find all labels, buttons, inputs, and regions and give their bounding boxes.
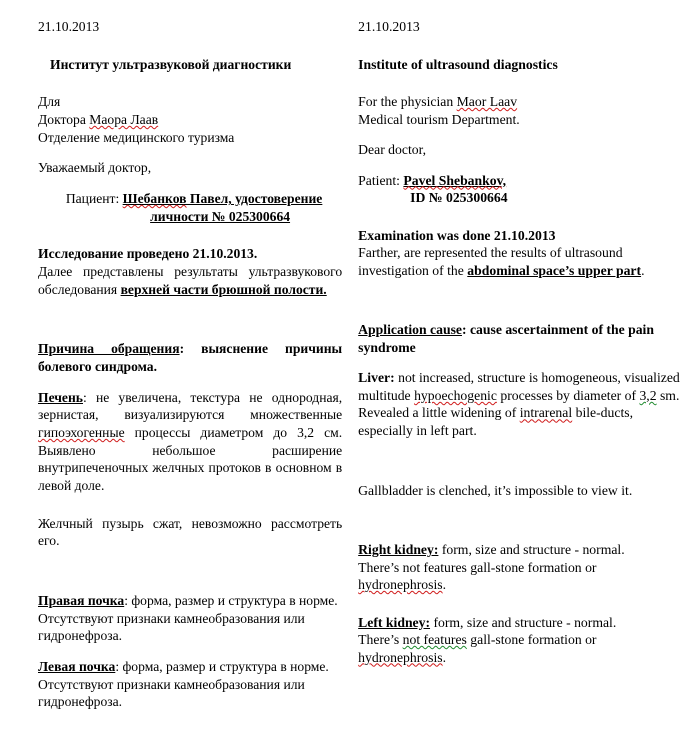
en-physician-name: Maor Laav [456,94,518,110]
ru-patient-line [38,190,342,225]
ru-salutation: Уважаемый доктор, [38,160,152,176]
spacer [38,550,342,592]
ru-exam-body-emphasis: верхней части брюшной полости. [120,281,327,297]
english-column [350,18,689,666]
en-left-kidney-note-pre: There’s [358,632,403,648]
ru-left-kidney-text: : форма, размер и структура в норме. [115,659,329,675]
en-exam-body-end: . [641,262,645,278]
ru-right-kidney-note: Отсутствуют признаки камнеобразования или гидронефроза. [38,610,305,644]
en-right-kidney-note-pre: There’s not features gall-stone formation or [358,559,597,575]
en-exam-heading: Examination was done 21.10.2013 [358,227,556,243]
ru-liver-misspelled-word: гипоэхогенные [38,425,125,441]
en-left-kidney-text: form, size and structure - normal. [430,614,617,630]
en-liver-misspelled-word: hypoechogenic [414,387,497,403]
en-left-kidney-paragraph [358,614,683,632]
en-cause-paragraph [358,321,683,356]
en-left-kidney-misspelled-word: hydronephrosis [358,649,443,665]
ru-liver-label: Печень [38,389,83,405]
en-institute-heading: Institute of ultrasound diagnostics [358,56,558,72]
en-right-kidney-paragraph [358,541,683,559]
en-liver-text-d: bile-ducts, especially in left part. [358,405,633,438]
en-liver-text-b: processes by diameter of [496,387,640,403]
en-right-kidney-note [358,559,683,594]
en-patient-id: ID № 025300664 [410,190,508,206]
ru-cause-label: Причина обращения [38,341,180,357]
en-cause-label: Application cause [358,322,462,338]
en-left-kidney-note-mid: gall-stone formation or [466,632,597,648]
en-physician-prefix: For the physician [358,94,457,110]
en-liver-text-c: sm. Revealed a little widening of [358,387,680,421]
en-liver-grammar-measure: 3,2 [639,387,657,403]
ru-left-kidney-note: Отсутствуют признаки камнеобразования или гидронефроза. [38,676,305,710]
spacer [358,128,683,141]
spacer [38,495,342,515]
en-patient-id-line [358,189,683,207]
spacer [358,159,683,172]
en-exam-body [358,244,683,279]
spacer [38,177,342,190]
spacer [38,298,342,340]
en-date: 21.10.2013 [358,19,420,34]
ru-addressee-line-1: Для [38,94,61,110]
spacer [38,645,342,658]
spacer [358,356,683,369]
en-patient-label: Patient: [358,172,404,188]
en-right-kidney-label: Right kidney: [358,542,439,558]
ru-patient-id: личности № 025300664 [150,208,291,224]
en-salutation: Dear doctor, [358,142,427,158]
spacer [358,499,683,541]
en-patient-name: Pavel Shebankov, [403,172,507,188]
spacer [358,279,683,321]
ru-right-kidney-label: Правая почка [38,593,125,609]
ru-exam-body-text: Далее представлены результаты ультразвукового обследования [38,264,343,297]
en-cause-text: : cause ascertainment of the pain syndrome [358,322,654,355]
en-right-kidney-text: form, size and structure - normal. [438,542,625,558]
spacer [38,36,342,56]
ru-date: 21.10.2013 [38,19,100,34]
ru-liver-paragraph [38,389,342,495]
ru-left-kidney-label: Левая почка [38,659,116,675]
ru-patient-rest: Павел, удостоверение [186,191,323,207]
ru-liver-text-a: : не увеличена, текстура не однородная, зернистая, визуализируются множественные [38,389,343,423]
spacer [358,440,683,482]
en-liver-label: Liver: [358,370,395,386]
ru-institute-heading: Институт ультразвуковой диагностики [50,56,292,72]
ru-liver-text-b: процессы диаметром до 3,2 см. Выявлено небольшое расширение внутрипеченочных желчных протоков в основном в левой доле. [38,425,343,494]
en-left-kidney-grammar-phrase: not features [402,632,467,648]
en-left-kidney-label: Left kidney: [358,614,431,630]
en-liver-text-a: not increased, structure is homogeneous, visualized multitude [358,370,680,403]
en-left-kidney-note-post: . [442,649,446,665]
spacer [358,36,683,56]
spacer [358,73,683,93]
ru-exam-body [38,263,342,298]
bilingual-columns [10,18,689,711]
ru-patient-label: Пациент: [65,191,123,207]
spacer [38,73,342,93]
ru-right-kidney-text: : форма, размер и структура в норме. [124,593,338,609]
ru-gallbladder-paragraph: Желчный пузырь сжат, невозможно рассмотреть его. [38,515,343,549]
spacer [358,594,683,614]
spacer [38,146,342,159]
en-addressee-line-2: Medical tourism Department. [358,111,520,127]
en-liver-paragraph [358,369,683,439]
ru-exam-heading: Исследование проведено 21.10.2013. [38,246,258,262]
en-right-kidney-note-post: . [442,577,446,593]
spacer [38,376,342,389]
ru-doctor-name: Маора Лаав [89,112,159,128]
en-liver-misspelled-word-2: intrarenal [519,405,573,421]
spacer [358,207,683,227]
spacer [38,225,342,245]
en-exam-body-text: Farther, are represented the results of ultrasound investigation of the [358,245,623,278]
ru-addressee-line-3: Отделение медицинского туризма [38,129,235,145]
ru-cause-paragraph [38,340,342,375]
ru-right-kidney-paragraph [38,592,342,610]
ru-doctor-prefix: Доктора [38,112,90,128]
en-exam-body-emphasis: abdominal space’s upper part [467,262,642,278]
ru-patient-name: Шебанков [122,191,187,207]
en-left-kidney-note [358,631,683,666]
en-patient-line [358,172,683,190]
en-addressee-line-1 [358,93,683,111]
ru-addressee-line-2 [38,111,342,129]
russian-column [10,18,350,711]
en-gallbladder-paragraph: Gallbladder is clenched, it’s impossible to view it. [358,482,633,498]
ru-left-kidney-paragraph [38,658,342,676]
ru-cause-text: : выяснение причины болевого синдрома. [38,341,343,375]
en-right-kidney-misspelled-word: hydronephrosis [358,577,443,593]
